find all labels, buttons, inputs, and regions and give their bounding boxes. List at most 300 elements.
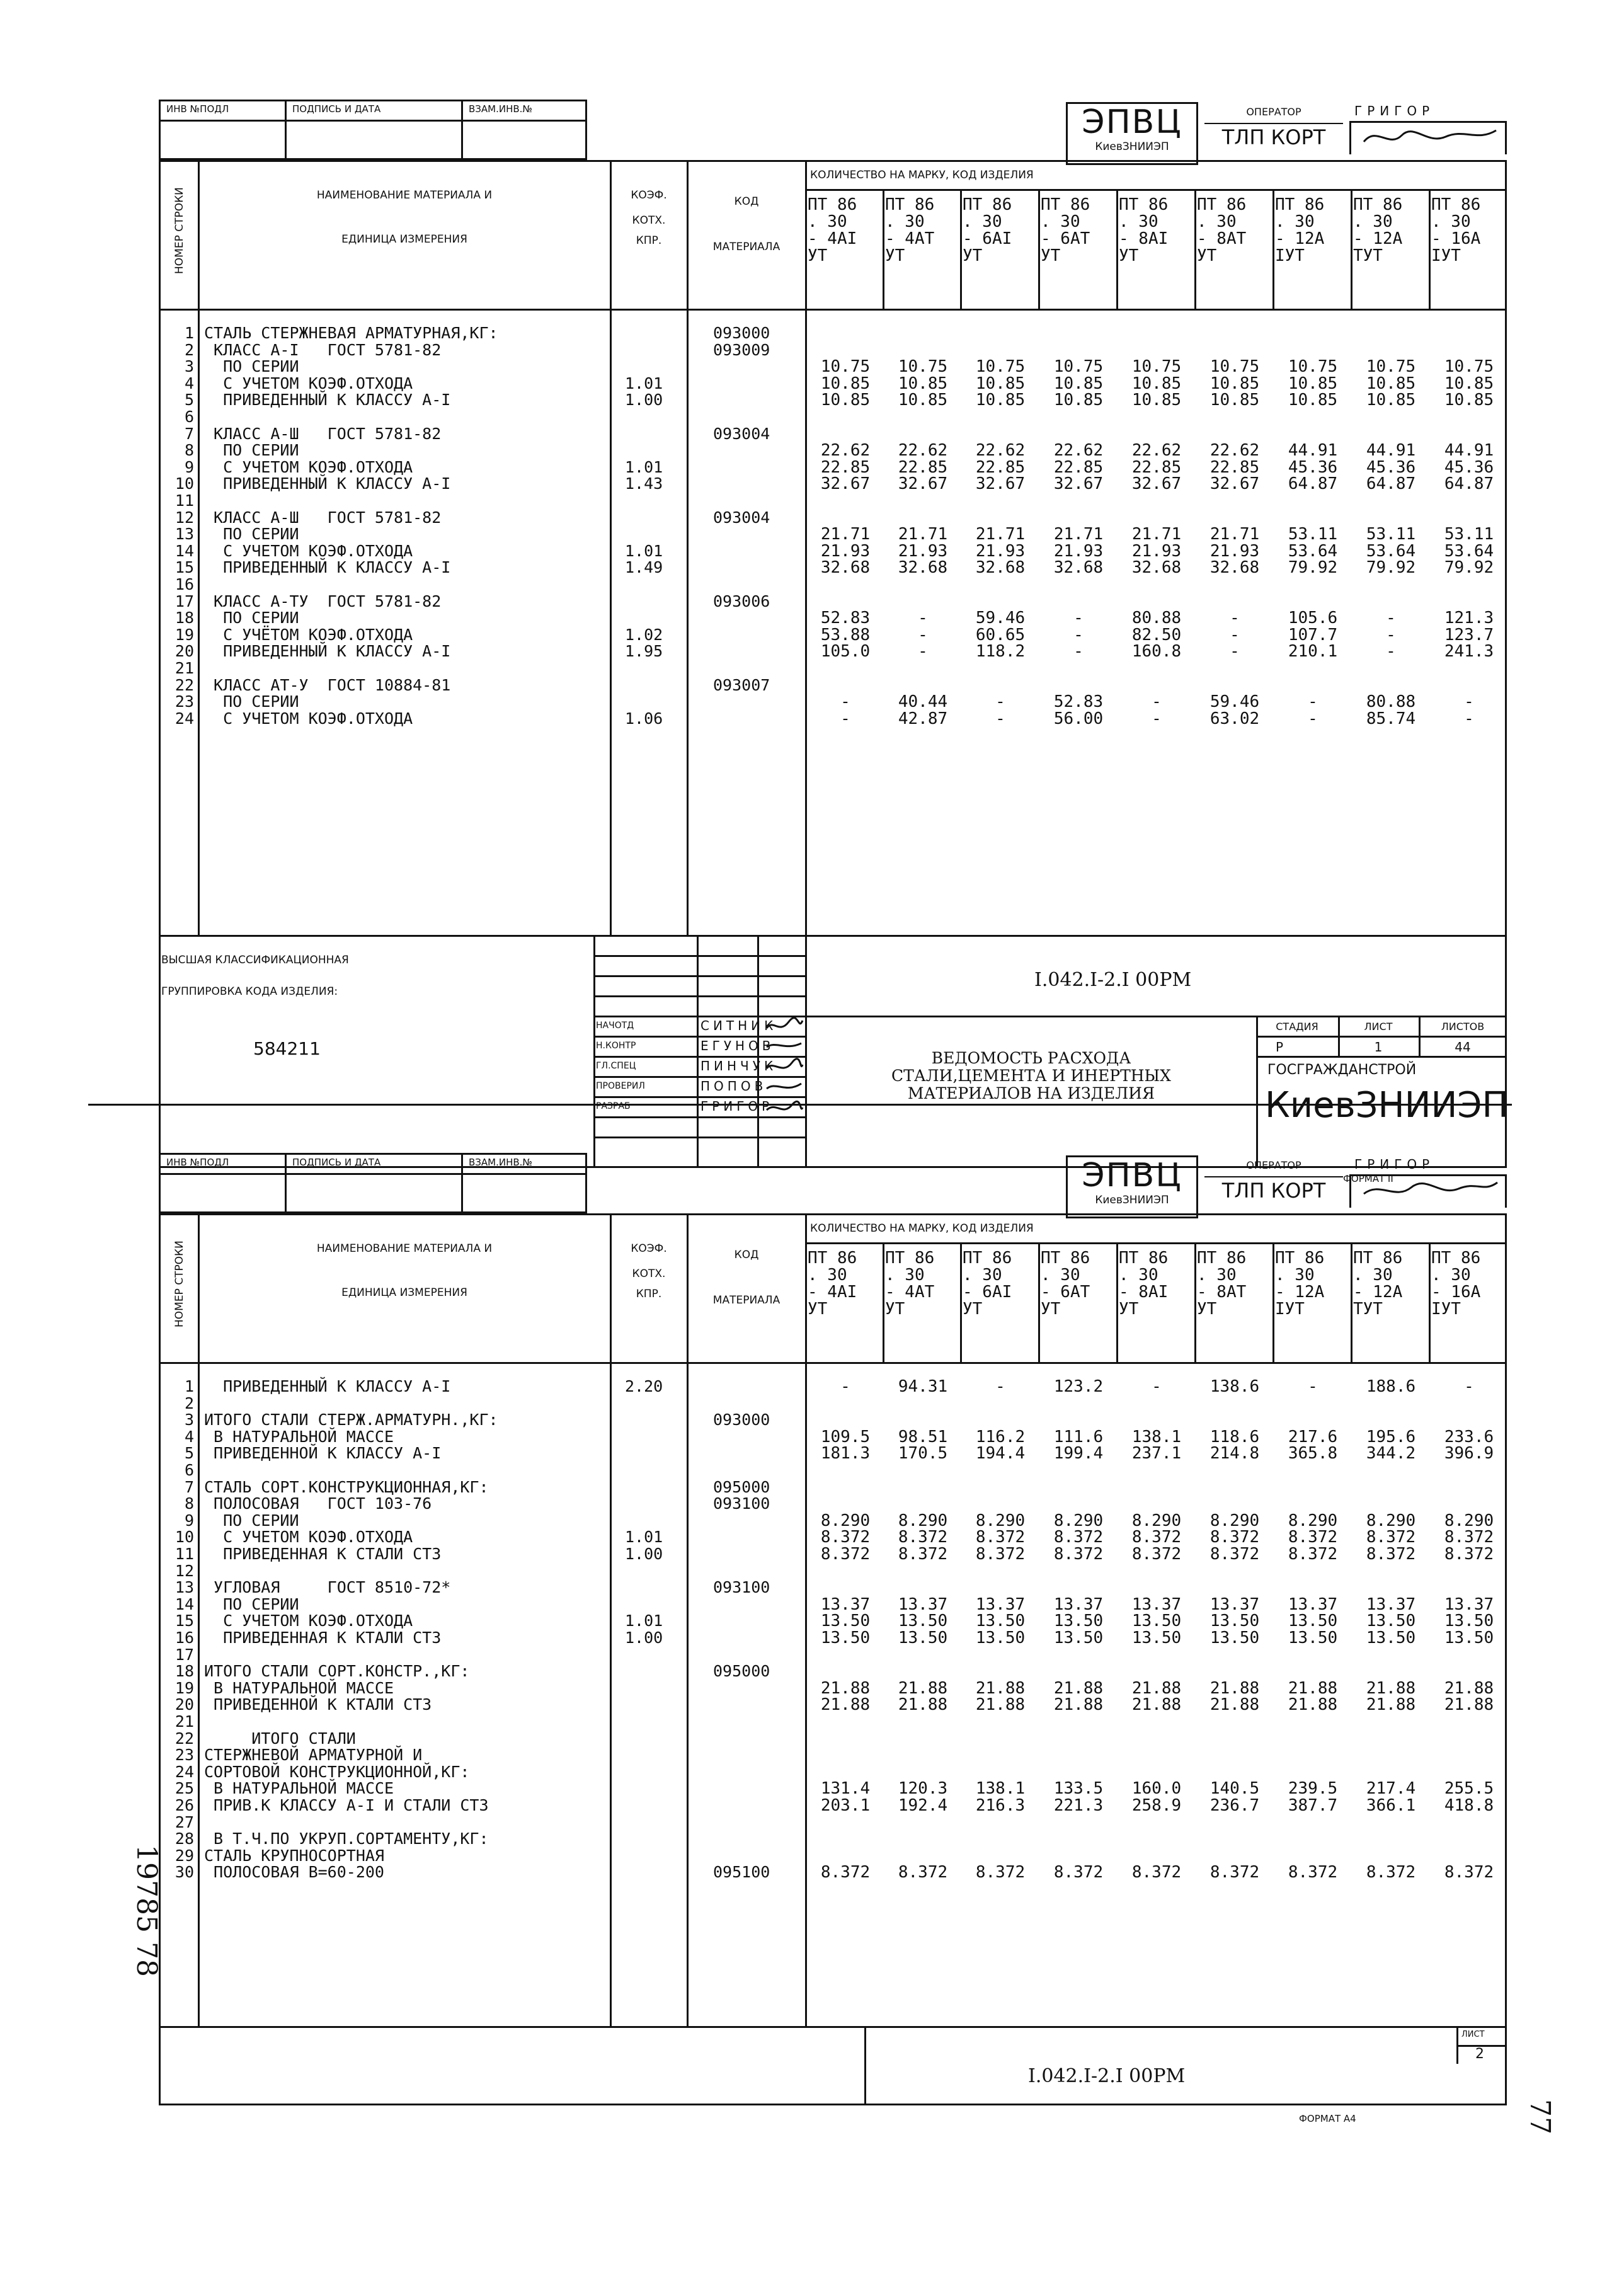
row-number: 1: [184, 324, 194, 342]
mark-header-line: . 30: [1119, 1266, 1158, 1285]
stamp-inv-podl: ИНВ №ПОДЛ: [166, 1157, 229, 1168]
row-value: 13.37: [1209, 1595, 1260, 1614]
row-value: 13.37: [975, 1595, 1026, 1614]
row-value: 21.88: [820, 1678, 871, 1698]
row-value: 365.8: [1288, 1444, 1338, 1463]
row-value: 10.85: [820, 391, 871, 410]
mark-header: [1353, 1250, 1402, 1318]
row-coefficient: 1.95: [625, 642, 663, 661]
mark-header-line: - 4АI: [808, 229, 857, 248]
row-value: -: [1464, 692, 1474, 712]
stage-value: Р: [1275, 1039, 1284, 1055]
row-value: 10.85: [1366, 391, 1416, 410]
row-value: 13.50: [1288, 1612, 1338, 1631]
mark-header-line: - 16А: [1431, 229, 1481, 248]
row-value: 22.85: [975, 457, 1026, 477]
classif-line-2: ГРУППИРОВКА КОДА ИЗДЕЛИЯ:: [161, 985, 338, 998]
row-value: 13.50: [975, 1612, 1026, 1631]
mark-header-line: УТ: [885, 1300, 905, 1319]
mark-header-line: . 30: [808, 1266, 847, 1285]
row-number: 18: [174, 1662, 194, 1681]
row-value: 8.372: [820, 1863, 871, 1882]
mark-header-line: ПТ 86: [885, 1249, 935, 1268]
row-value: 258.9: [1131, 1796, 1182, 1815]
row-value: 8.372: [1131, 1863, 1182, 1882]
col-code-header-2: МАТЕРИАЛА: [712, 241, 781, 253]
row-value: 13.50: [1366, 1612, 1416, 1631]
row-number: 11: [174, 491, 194, 510]
row-value: 8.372: [975, 1528, 1026, 1547]
row-value: 118.2: [975, 642, 1026, 661]
row-value: 241.3: [1444, 642, 1494, 661]
row-value: 10.75: [1209, 357, 1260, 377]
row-value: -: [1308, 1377, 1318, 1396]
mark-header-line: ПТ 86: [1197, 1249, 1247, 1268]
row-label: ПРИВЕДЕННЫЙ К КЛАССУ А-I: [204, 558, 451, 577]
mark-header-line: - 4АТ: [885, 1283, 935, 1302]
mark-header-line: УТ: [808, 246, 828, 265]
row-value: 8.372: [898, 1545, 948, 1564]
mark-header-line: . 30: [1197, 1266, 1237, 1285]
mark-header-line: . 30: [1197, 212, 1237, 231]
row-value: 10.75: [1444, 357, 1494, 377]
row-value: 21.88: [820, 1695, 871, 1715]
row-value: 32.68: [898, 558, 948, 578]
sheet-value: 1: [1374, 1039, 1383, 1055]
row-value: 8.290: [1131, 1511, 1182, 1530]
row-value: 13.50: [898, 1612, 948, 1631]
epvc-title: ЭПВЦ: [1082, 103, 1182, 141]
row-label: С УЧЕТОМ КОЭФ.ОТХОДА: [204, 1528, 413, 1547]
signer-name: ПОПОВ: [700, 1079, 767, 1094]
row-value: 120.3: [898, 1779, 948, 1799]
row-value: 116.2: [975, 1427, 1026, 1446]
row-value: 32.68: [1209, 558, 1260, 578]
row-value: 10.85: [820, 374, 871, 393]
col-kpr-header: КПР.: [636, 234, 662, 247]
row-number: 13: [174, 525, 194, 544]
mark-header-line: ПТ 86: [1431, 1249, 1481, 1268]
row-value: 10.85: [1444, 391, 1494, 410]
row-value: 8.290: [1366, 1511, 1416, 1530]
mark-header: [963, 1250, 1012, 1318]
row-value: -: [1386, 625, 1396, 644]
row-value: 10.85: [1131, 374, 1182, 393]
mark-header-line: ПТ 86: [808, 195, 857, 214]
row-label: УГЛОВАЯ ГОСТ 8510-72*: [204, 1578, 451, 1597]
mark-header: [1353, 197, 1402, 265]
mark-header-line: . 30: [963, 212, 1002, 231]
row-number: 19: [174, 1678, 194, 1697]
row-value: 8.372: [820, 1545, 871, 1564]
row-value: 53.11: [1366, 525, 1416, 544]
row-value: 21.71: [975, 525, 1026, 544]
row-value: -: [995, 1377, 1005, 1396]
row-label: ПО СЕРИИ: [204, 1595, 299, 1613]
row-number: 13: [174, 1578, 194, 1597]
row-value: 214.8: [1209, 1444, 1260, 1463]
mark-header-line: . 30: [1119, 212, 1158, 231]
row-label: ПРИВ.К КЛАССУ А-I И СТАЛИ СТЗ: [204, 1796, 489, 1814]
stamp-vzam-inv: ВЗАМ.ИНВ.№: [469, 1157, 533, 1168]
row-value: 64.87: [1444, 474, 1494, 494]
row-value: 8.372: [1209, 1545, 1260, 1564]
row-number: 30: [174, 1863, 194, 1882]
row-value: 44.91: [1444, 441, 1494, 461]
operator-signature: [1349, 1174, 1507, 1208]
row-number: 16: [174, 575, 194, 593]
mark-header: [1041, 1250, 1090, 1318]
row-label: ПРИВЕДЕННОЙ К КТАЛИ СТЗ: [204, 1695, 432, 1714]
org-name-small: ГОСГРАЖДАНСТРОЙ: [1267, 1062, 1417, 1078]
mark-header-line: ПТ 86: [1197, 195, 1247, 214]
row-value: 53.11: [1444, 525, 1494, 544]
row-value: 22.85: [898, 457, 948, 477]
row-value: 13.37: [1053, 1595, 1104, 1614]
mark-header-line: - 16А: [1431, 1283, 1481, 1302]
row-value: 10.85: [1209, 374, 1260, 393]
row-value: -: [995, 692, 1005, 712]
row-value: 8.372: [1209, 1863, 1260, 1882]
row-value: 59.46: [975, 609, 1026, 628]
row-value: 44.91: [1366, 441, 1416, 461]
row-value: 13.50: [975, 1629, 1026, 1647]
mark-header-line: УТ: [1119, 1300, 1139, 1319]
mark-header-line: IУТ: [1431, 1300, 1461, 1319]
row-coefficient: 1.00: [625, 1629, 663, 1647]
row-value: 133.5: [1053, 1779, 1104, 1799]
row-value: 21.88: [1053, 1695, 1104, 1715]
row-value: 21.88: [975, 1678, 1026, 1698]
row-value: 22.85: [1053, 457, 1104, 477]
row-number: 24: [174, 1762, 194, 1781]
row-number: 2: [184, 1394, 194, 1412]
row-material-code: 095100: [713, 1863, 770, 1882]
col-name-header-1: НАИМЕНОВАНИЕ МАТЕРИАЛА И: [316, 1242, 493, 1255]
row-material-code: 093004: [713, 424, 770, 443]
row-value: 192.4: [898, 1796, 948, 1815]
row-value: 123.7: [1444, 625, 1494, 644]
row-value: 22.62: [898, 441, 948, 461]
row-value: 32.68: [975, 558, 1026, 578]
row-value: 10.85: [1209, 391, 1260, 410]
row-number: 22: [174, 1729, 194, 1748]
mark-header-line: . 30: [1431, 1266, 1471, 1285]
row-value: 105.0: [820, 642, 871, 661]
mark-header-line: - 12А: [1275, 1283, 1325, 1302]
mark-header: [808, 197, 857, 265]
row-value: 13.50: [1288, 1629, 1338, 1647]
row-value: 8.372: [1053, 1863, 1104, 1882]
row-value: 32.67: [820, 474, 871, 494]
row-value: -: [1073, 609, 1084, 628]
row-value: 181.3: [820, 1444, 871, 1463]
row-value: 387.7: [1288, 1796, 1338, 1815]
row-number: 24: [174, 709, 194, 728]
row-value: -: [1152, 1377, 1162, 1396]
row-number: 9: [184, 457, 194, 476]
row-label: С УЧЕТОМ КОЭФ.ОТХОДА: [204, 1612, 413, 1630]
row-label: ПРИВЕДЕННОЙ К КЛАССУ А-I: [204, 1444, 442, 1463]
mark-header-line: . 30: [885, 1266, 925, 1285]
operator-label: ОПЕРАТОР: [1246, 1159, 1301, 1171]
row-number: 5: [184, 1444, 194, 1463]
row-label: С УЧЁТОМ КОЭФ.ОТХОДА: [204, 625, 413, 644]
mark-header-line: УТ: [1041, 246, 1061, 265]
row-value: 45.36: [1288, 457, 1338, 477]
row-value: 8.290: [820, 1511, 871, 1530]
doc-title-line-2: СТАЛИ,ЦЕМЕНТА И ИНЕРТНЫХ: [891, 1067, 1171, 1085]
row-value: 13.50: [820, 1612, 871, 1631]
role: Н.КОНТР: [596, 1041, 636, 1051]
mark-header-line: IУТ: [1275, 1300, 1305, 1319]
row-value: 10.75: [975, 357, 1026, 377]
row-number: 6: [184, 408, 194, 426]
row-value: 21.88: [1209, 1678, 1260, 1698]
row-value: 13.37: [898, 1595, 948, 1614]
row-value: 53.64: [1366, 541, 1416, 561]
row-label: В Т.Ч.ПО УКРУП.СОРТАМЕНТУ,КГ:: [204, 1829, 489, 1848]
row-value: 8.372: [975, 1545, 1026, 1564]
col-coef-header: КОЭФ.: [631, 189, 667, 202]
sheets-value: 44: [1455, 1039, 1471, 1055]
role: НАЧОТД: [596, 1021, 634, 1031]
row-label: ПРИВЕДЕННЫЙ К КЛАССУ А-I: [204, 642, 451, 661]
row-number: 4: [184, 374, 194, 392]
row-number: 28: [174, 1829, 194, 1848]
row-number: 25: [174, 1779, 194, 1798]
row-value: 138.1: [1131, 1427, 1182, 1446]
row-number: 12: [174, 508, 194, 527]
row-number: 26: [174, 1796, 194, 1814]
mark-header-line: IУТ: [1275, 246, 1305, 265]
row-value: 94.31: [898, 1377, 948, 1396]
row-value: 10.75: [1288, 357, 1338, 377]
row-value: 8.290: [898, 1511, 948, 1530]
row-label: КЛАСС А-ТУ ГОСТ 5781-82: [204, 592, 442, 610]
row-value: -: [1073, 642, 1084, 661]
row-value: 194.4: [975, 1444, 1026, 1463]
mark-header-line: ПТ 86: [1119, 1249, 1169, 1268]
mark-header-line: - 12А: [1275, 229, 1325, 248]
mark-header-line: . 30: [1353, 212, 1393, 231]
col-rownum-header: НОМЕР СТРОКИ: [173, 1240, 186, 1327]
row-value: 82.50: [1131, 625, 1182, 644]
row-value: 10.85: [1053, 391, 1104, 410]
row-value: 79.92: [1444, 558, 1494, 578]
row-value: 8.372: [1131, 1545, 1182, 1564]
row-value: 22.62: [1131, 441, 1182, 461]
row-value: 13.50: [1131, 1612, 1182, 1631]
stamp-podpis-data: ПОДПИСЬ И ДАТА: [292, 1157, 381, 1168]
mark-header: [885, 1250, 934, 1318]
row-value: -: [1073, 625, 1084, 644]
row-number: 17: [174, 592, 194, 610]
row-number: 10: [174, 474, 194, 493]
row-number: 9: [184, 1511, 194, 1530]
row-number: 14: [174, 541, 194, 560]
sheet2-doc-number: I.042.I-2.I 00РМ: [1028, 2065, 1186, 2087]
row-number: 20: [174, 1695, 194, 1714]
row-value: 52.83: [1053, 692, 1104, 712]
row-value: 8.372: [1053, 1528, 1104, 1547]
sheet-1: [159, 94, 1509, 1184]
row-value: 22.85: [1131, 457, 1182, 477]
row-coefficient: 1.01: [625, 1612, 663, 1630]
row-material-code: 093000: [713, 1411, 770, 1429]
row-value: 32.68: [1131, 558, 1182, 578]
mark-header-line: . 30: [808, 212, 847, 231]
row-value: 21.88: [1131, 1678, 1182, 1698]
mark-header-line: - 8АТ: [1197, 229, 1247, 248]
mark-header: [1119, 1250, 1168, 1318]
col-coef-header: КОЭФ.: [631, 1242, 667, 1255]
row-value: 10.75: [820, 357, 871, 377]
row-value: 8.372: [820, 1528, 871, 1547]
row-coefficient: 2.20: [625, 1377, 663, 1395]
row-value: -: [840, 692, 850, 712]
row-coefficient: 1.01: [625, 1528, 663, 1547]
col-qty-header: КОЛИЧЕСТВО НА МАРКУ, КОД ИЗДЕЛИЯ: [810, 169, 1034, 181]
row-label: С УЧЕТОМ КОЭФ.ОТХОДА: [204, 709, 413, 728]
signer-name: ЕГУНОВ: [700, 1038, 775, 1053]
margin-note: 19785 78: [130, 1845, 163, 1977]
mark-header-line: ПТ 86: [1431, 195, 1481, 214]
sheet-label: ЛИСТ: [1364, 1021, 1393, 1033]
mark-header-line: - 4АI: [808, 1283, 857, 1302]
signature-scribbles: [763, 1016, 805, 1123]
row-value: 8.372: [1366, 1528, 1416, 1547]
row-value: 21.93: [1131, 541, 1182, 561]
row-value: 8.372: [1288, 1545, 1338, 1564]
row-label: КЛАСС А-Ш ГОСТ 5781-82: [204, 424, 442, 443]
row-value: 79.92: [1366, 558, 1416, 578]
row-value: 111.6: [1053, 1427, 1104, 1446]
mark-header: [1197, 197, 1246, 265]
row-value: 22.85: [820, 457, 871, 477]
stamp-inv-podl: ИНВ №ПОДЛ: [166, 103, 229, 115]
row-value: 21.88: [1131, 1695, 1182, 1715]
row-value: 255.5: [1444, 1779, 1494, 1799]
row-value: 10.85: [1053, 374, 1104, 393]
role: РАЗРАБ: [596, 1101, 631, 1111]
row-number: 23: [174, 692, 194, 711]
row-number: 22: [174, 675, 194, 694]
row-value: 8.290: [1209, 1511, 1260, 1530]
row-value: 160.8: [1131, 642, 1182, 661]
mark-header: [1431, 197, 1480, 265]
row-value: 21.88: [975, 1695, 1026, 1715]
row-value: 8.372: [898, 1863, 948, 1882]
main-table-frame: [159, 1213, 1507, 2105]
operator-block: [1204, 1159, 1343, 1203]
row-label: В НАТУРАЛЬНОЙ МАССЕ: [204, 1779, 394, 1798]
doc-title: [808, 1050, 1255, 1102]
sheet2-sheet-label: ЛИСТ: [1461, 2030, 1485, 2039]
row-value: 188.6: [1366, 1377, 1416, 1396]
mark-header-line: - 8АТ: [1197, 1283, 1247, 1302]
row-value: 10.85: [898, 391, 948, 410]
mark-header-line: - 12А: [1353, 1283, 1403, 1302]
row-number: 29: [174, 1846, 194, 1865]
mark-header: [1431, 1250, 1480, 1318]
row-value: 32.67: [1209, 474, 1260, 494]
row-value: 21.71: [1209, 525, 1260, 544]
page-number: 77: [1524, 2099, 1556, 2134]
row-value: 10.75: [1366, 357, 1416, 377]
row-value: 8.372: [1288, 1528, 1338, 1547]
row-value: 10.75: [898, 357, 948, 377]
row-value: 21.93: [975, 541, 1026, 561]
row-label: В НАТУРАЛЬНОЙ МАССЕ: [204, 1678, 394, 1697]
row-value: 10.85: [1366, 374, 1416, 393]
row-value: 32.67: [898, 474, 948, 494]
mark-header: [1275, 1250, 1324, 1318]
row-coefficient: 1.43: [625, 474, 663, 493]
row-value: 22.62: [1209, 441, 1260, 461]
row-material-code: 095000: [713, 1477, 770, 1496]
row-number: 18: [174, 609, 194, 627]
row-value: -: [1308, 709, 1318, 728]
row-value: 21.93: [898, 541, 948, 561]
row-value: 13.37: [1131, 1595, 1182, 1614]
row-value: 40.44: [898, 692, 948, 712]
mark-header-line: ПТ 86: [963, 1249, 1012, 1268]
mark-header-line: - 6АI: [963, 1283, 1012, 1302]
mark-header-line: ПТ 86: [885, 195, 935, 214]
row-label: ИТОГО СТАЛИ СОРТ.КОНСТР.,КГ:: [204, 1662, 470, 1681]
mark-header-line: ТУТ: [1353, 246, 1383, 265]
row-value: 10.85: [975, 374, 1026, 393]
row-number: 27: [174, 1812, 194, 1831]
row-value: -: [1152, 692, 1162, 712]
row-label: ПРИВЕДЕННЫЙ К КЛАССУ А-I: [204, 391, 451, 409]
row-value: 8.372: [1444, 1863, 1494, 1882]
row-value: 21.88: [1366, 1678, 1416, 1698]
row-value: 85.74: [1366, 709, 1416, 728]
mark-header: [963, 197, 1012, 265]
row-label: ПО СЕРИИ: [204, 357, 299, 376]
row-value: 80.88: [1366, 692, 1416, 712]
row-number: 1: [184, 1377, 194, 1395]
mark-header-line: . 30: [1353, 1266, 1393, 1285]
row-label: СТАЛЬ СОРТ.КОНСТРУКЦИОННАЯ,КГ:: [204, 1477, 489, 1496]
operator-name-block: [1349, 1157, 1507, 1208]
row-value: 199.4: [1053, 1444, 1104, 1463]
row-number: 21: [174, 1712, 194, 1731]
mark-header-line: . 30: [1041, 212, 1080, 231]
col-code-header-1: КОД: [734, 195, 759, 208]
row-number: 8: [184, 1494, 194, 1513]
format-label: ФОРМАТ А4: [1299, 2113, 1356, 2124]
row-number: 6: [184, 1461, 194, 1479]
col-kotx-header: КОТХ.: [632, 1268, 666, 1280]
row-value: 80.88: [1131, 609, 1182, 628]
row-value: 22.85: [1209, 457, 1260, 477]
row-value: 105.6: [1288, 609, 1338, 628]
row-coefficient: 1.01: [625, 457, 663, 476]
row-value: 8.290: [1053, 1511, 1104, 1530]
row-value: 396.9: [1444, 1444, 1494, 1463]
row-value: 13.50: [1053, 1612, 1104, 1631]
row-label: С УЧЕТОМ КОЭФ.ОТХОДА: [204, 374, 413, 392]
row-value: 53.11: [1288, 525, 1338, 544]
mark-header-line: - 6АТ: [1041, 229, 1090, 248]
sheet-2: [159, 1148, 1507, 2181]
row-value: 10.75: [1053, 357, 1104, 377]
row-value: 10.85: [898, 374, 948, 393]
row-value: 236.7: [1209, 1796, 1260, 1815]
